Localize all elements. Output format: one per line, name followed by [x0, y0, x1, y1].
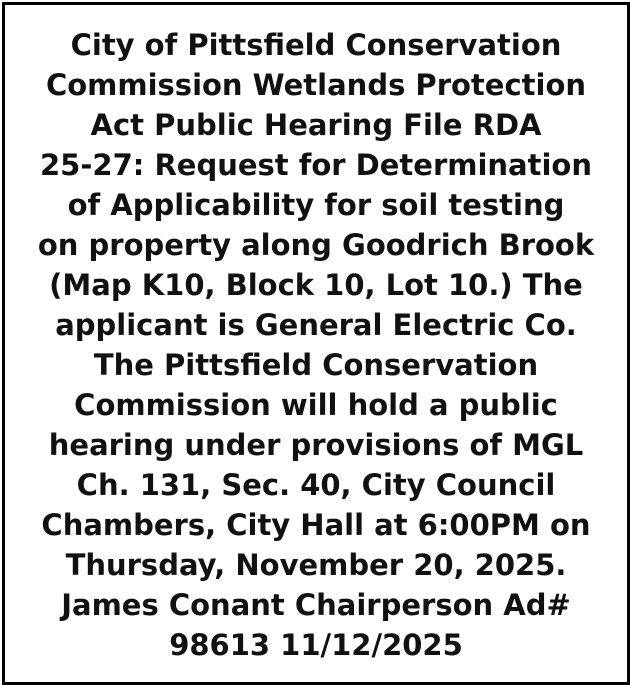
legal-notice-box: [2, 2, 630, 685]
notice-line: James Conant Chairperson Ad#: [61, 588, 571, 622]
notice-line: hearing under provisions of MGL: [48, 428, 584, 462]
notice-line: Commission will hold a public: [74, 388, 558, 422]
notice-line: Chambers, City Hall at 6:00PM on: [41, 508, 591, 542]
notice-line: Ch. 131, Sec. 40, City Council: [76, 468, 556, 502]
notice-line: 25-27: Request for Determination: [40, 148, 592, 182]
notice-line: (Map K10, Block 10, Lot 10.) The: [49, 268, 583, 302]
notice-line: The Pittsfield Conservation: [93, 348, 539, 382]
notice-line: City of Pittsfield Conservation: [70, 28, 562, 62]
notice-line: of Applicability for soil testing: [67, 188, 565, 222]
legal-notice-text: [5, 25, 627, 665]
notice-line: 98613 11/12/2025: [169, 628, 463, 662]
notice-line: Commission Wetlands Protection: [45, 68, 587, 102]
notice-line: applicant is General Electric Co.: [55, 308, 577, 342]
notice-line: Act Public Hearing File RDA: [90, 108, 542, 142]
notice-line: on property along Goodrich Brook: [37, 228, 595, 262]
notice-line: Thursday, November 20, 2025.: [65, 548, 567, 582]
